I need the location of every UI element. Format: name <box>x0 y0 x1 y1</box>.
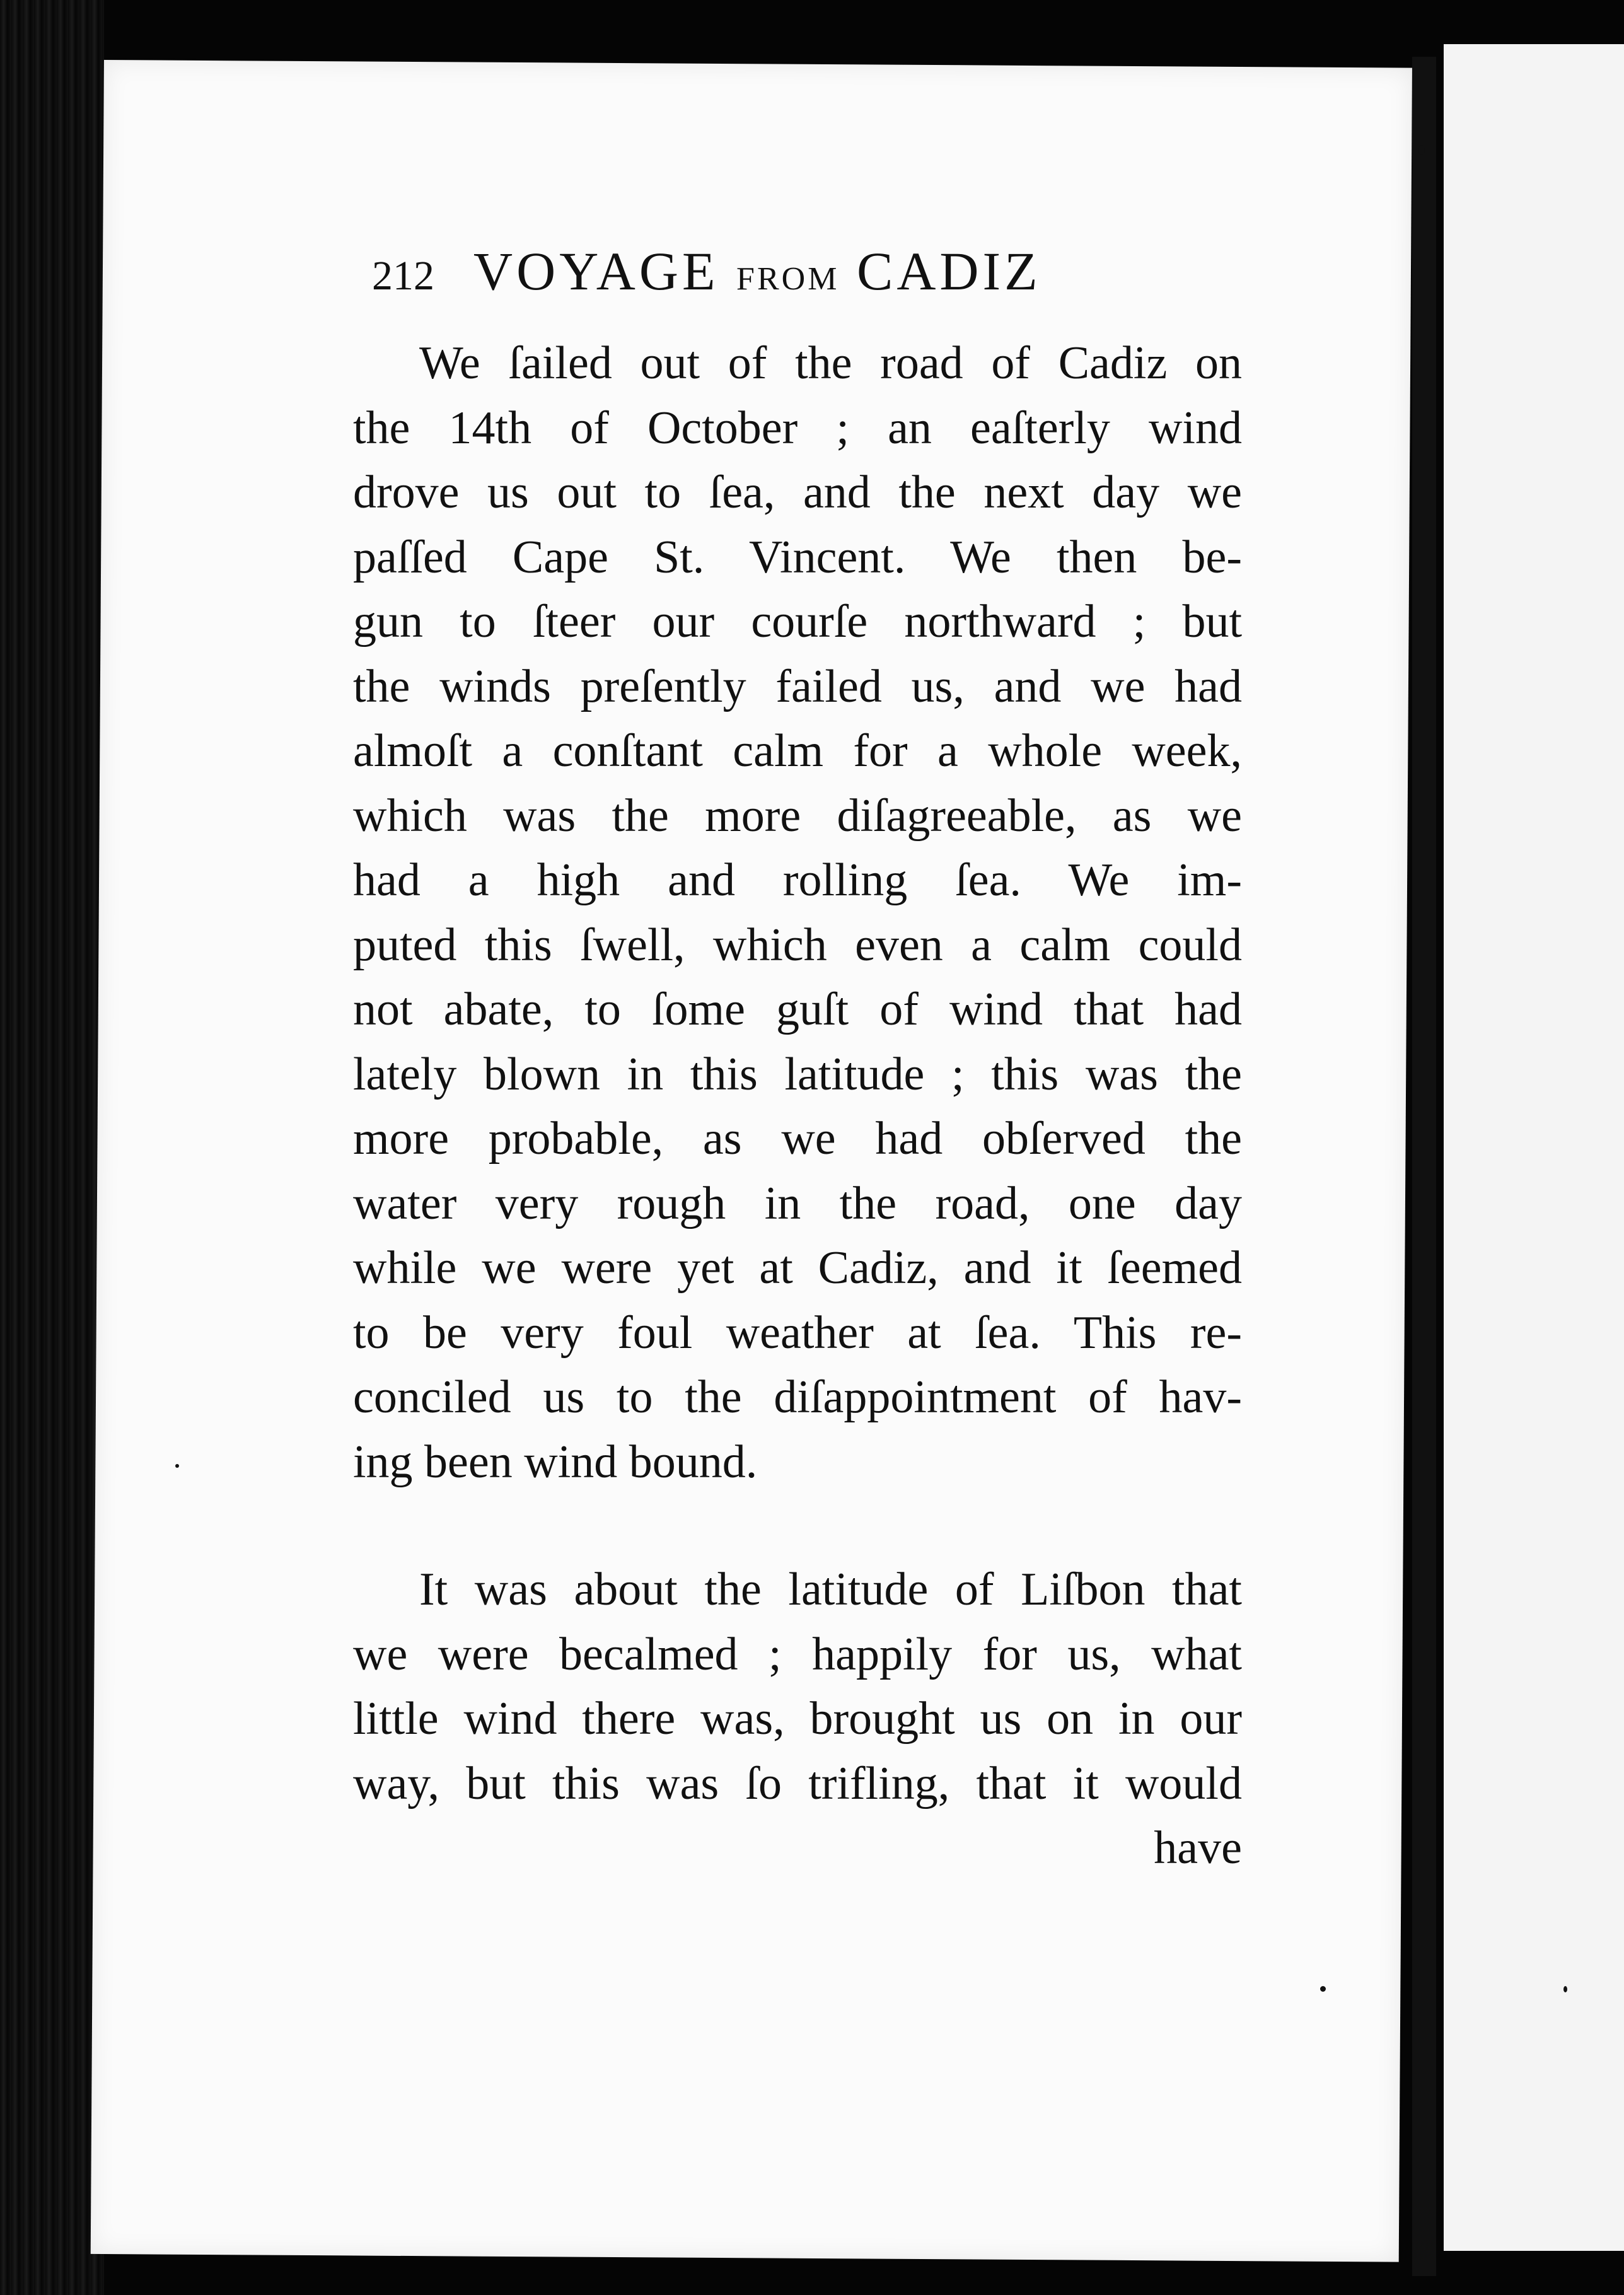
text-line: drove us out to ſea, and the next day we <box>353 467 1242 518</box>
text-line: lately blown in this latitude ; this was the <box>353 1048 1242 1100</box>
ink-speck <box>1563 1986 1567 1992</box>
text-line: puted this ſwell, which even a calm could <box>353 919 1242 971</box>
text-line: It was about the latitude of Liſbon that <box>419 1564 1242 1615</box>
running-title-small: FROM <box>736 261 840 297</box>
text-line: the winds preſently failed us, and we had <box>353 660 1242 712</box>
running-title-end: CADIZ <box>856 241 1041 301</box>
text-line: not abate, to ſome guſt of wind that had <box>353 984 1242 1035</box>
catchword: have <box>1154 1822 1242 1874</box>
text-line: we were becalmed ; happily for us, what <box>353 1628 1242 1680</box>
paragraph-1 <box>353 331 1242 1494</box>
book-edge-left <box>0 0 104 2295</box>
running-title <box>473 241 1041 301</box>
text-line: gun to ſteer our courſe northward ; but <box>353 596 1242 648</box>
text-line: water very rough in the road, one day <box>353 1177 1242 1229</box>
paragraph-gap <box>353 1494 1242 1557</box>
text-line: little wind there was, brought us on in our <box>353 1693 1242 1745</box>
page-number: 212 <box>372 253 434 299</box>
text-line: ing been wind bound. <box>353 1436 758 1488</box>
body-text <box>353 331 1242 1881</box>
running-title-main: VOYAGE <box>473 241 719 301</box>
text-line: conciled us to the diſappointment of hav- <box>353 1371 1242 1423</box>
ink-speck <box>1418 145 1425 155</box>
text-line: more probable, as we had obſerved the <box>353 1113 1242 1165</box>
text-line: to be very foul weather at ſea. This re- <box>353 1306 1242 1359</box>
ink-speck <box>1320 1986 1326 1992</box>
text-line: way, but this was ſo trifling, that it would <box>353 1757 1242 1810</box>
text-line: paſſed Cape St. Vincent. We then be- <box>353 531 1242 583</box>
running-header <box>372 240 1242 303</box>
facing-page-edge <box>1444 44 1624 2251</box>
ink-speck <box>175 1464 179 1468</box>
text-line: almoſt a conſtant calm for a whole week, <box>353 725 1242 777</box>
text-line: had a high and rolling ſea. We im- <box>353 854 1242 906</box>
paragraph-2 <box>353 1557 1242 1816</box>
book-gutter <box>1412 57 1436 2276</box>
text-line: while we were yet at Cadiz, and it ſeemed <box>353 1242 1242 1294</box>
text-line: the 14th of October ; an eaſterly wind <box>353 402 1242 454</box>
text-line: which was the more diſagreeable, as we <box>353 789 1242 842</box>
text-line: We ſailed out of the road of Cadiz on <box>419 337 1242 389</box>
